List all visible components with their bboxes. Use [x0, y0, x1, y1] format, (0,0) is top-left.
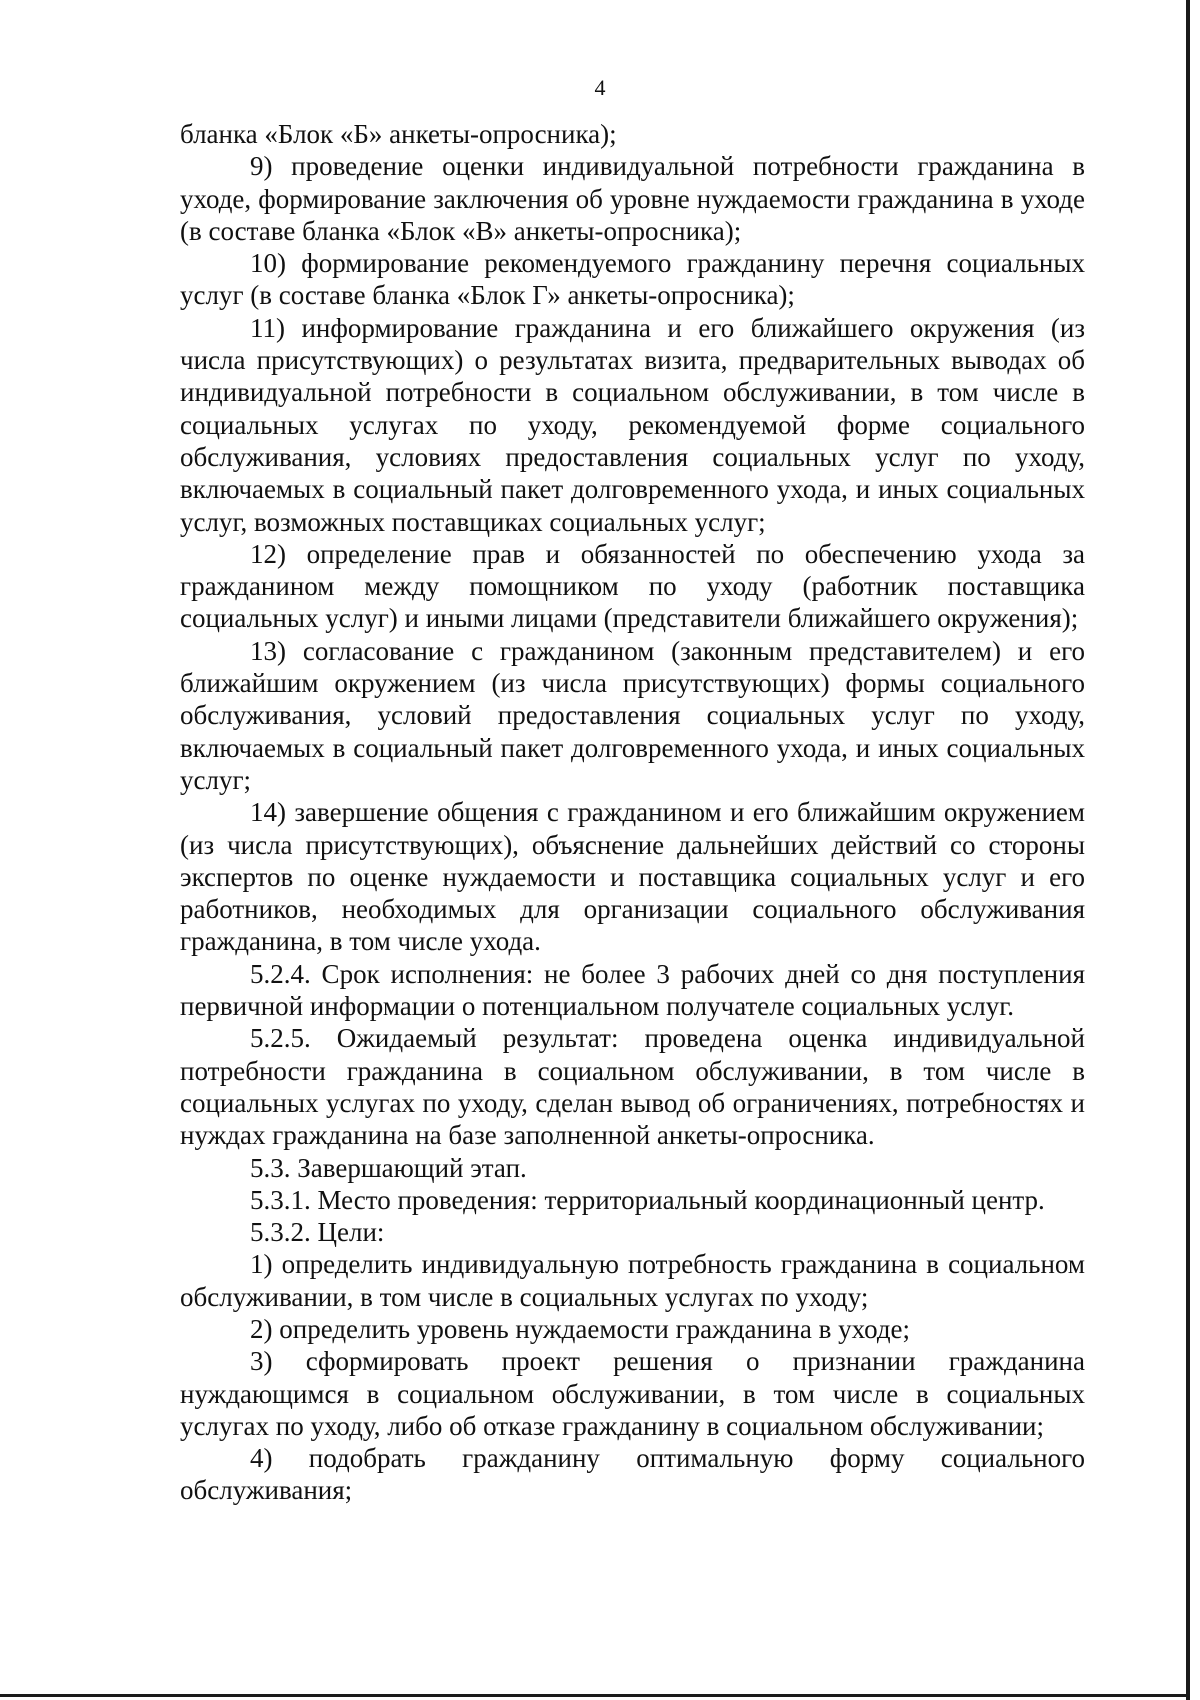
goal-item-2: 2) определить уровень нуждаемости гражданина в уходе;: [250, 1313, 911, 1344]
list-item-10: 10) формирование рекомендуемого гражданину перечня социальных услуг (в составе бланка «Блок Г» анкеты-опросника);: [180, 248, 1085, 311]
list-item-9: 9) проведение оценки индивидуальной потребности гражданина в уходе, формирование заключения об уровне нуждаемости гражданина в уходе (в составе бланка «Блок «В» анкеты-опросника);: [180, 151, 1085, 246]
goal-item-3: 3) сформировать проект решения о признании гражданина нуждающимся в социальном обслуживании, в том числе в социальных услугах по уходу, либо об отказе гражданину в социальном обслуживании;: [180, 1346, 1085, 1441]
list-item-13: 13) согласование с гражданином (законным представителем) и его ближайшим окружением (из числа присутствующих) формы социального обслуживания, условий предоставления социальных услуг по уходу, включаемых в социальный пакет долговременного ухода, и иных социальных услуг;: [180, 635, 1085, 795]
section-5-3-2: 5.3.2. Цели:: [250, 1217, 385, 1248]
body-text: [180, 118, 1085, 1507]
goal-item-4: 4) подобрать гражданину оптимальную форму социального обслуживания;: [180, 1443, 1085, 1506]
section-5-3-1: 5.3.1. Место проведения: территориальный координационный центр.: [250, 1184, 1045, 1215]
list-item-11: 11) информирование гражданина и его ближайшего окружения (из числа присутствующих) о результатах визита, предварительных выводах об индивидуальной потребности в социальном обслуживании, в том числе в социальных услугах по уходу, рекомендуемой форме социального обслуживания, условиях предоставления социальных услуг по уходу, включаемых в социальный пакет долговременного ухода, и иных социальных услуг, возможных поставщиках социальных услуг;: [180, 312, 1085, 537]
scan-edge-right: [1186, 0, 1190, 1700]
list-item-14: 14) завершение общения с гражданином и его ближайшим окружением (из числа присутствующих), объяснение дальнейших действий со стороны экспертов по оценке нуждаемости и поставщика социальных услуг и его работников, необходимых для организации социального обслуживания гражданина, в том числе ухода.: [180, 797, 1085, 957]
section-5-3-heading: 5.3. Завершающий этап.: [250, 1152, 527, 1183]
scan-edge-bottom: [0, 1694, 1190, 1697]
section-5-2-4: 5.2.4. Срок исполнения: не более 3 рабочих дней со дня поступления первичной информации о потенциальном получателе социальных услуг.: [180, 958, 1085, 1022]
page-number: 4: [594, 75, 606, 100]
section-5-2-5: 5.2.5. Ожидаемый результат: проведена оценка индивидуальной потребности гражданина в социальном обслуживании, в том числе в социальных услугах по уходу, сделан вывод об ограничениях, потребностях и нуждах гражданина на базе заполненной анкеты-опросника.: [180, 1023, 1085, 1151]
list-item-12: 12) определение прав и обязанностей по обеспечению ухода за гражданином между помощником по уходу (работник поставщика социальных услуг) и иными лицами (представители ближайшего окружения);: [180, 538, 1085, 634]
goal-item-1: 1) определить индивидуальную потребность гражданина в социальном обслуживании, в том числе в социальных услугах по уходу;: [180, 1249, 1085, 1312]
paragraph-continuation: бланка «Блок «Б» анкеты-опросника);: [180, 119, 617, 149]
